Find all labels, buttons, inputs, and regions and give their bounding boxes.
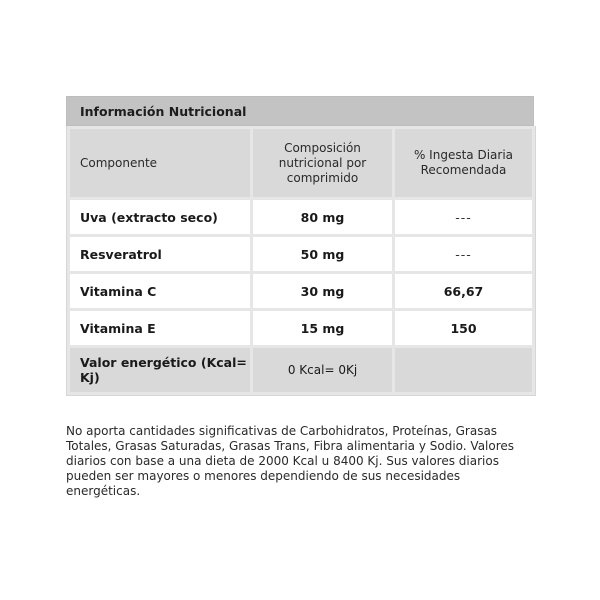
- component-idr: ---: [395, 200, 532, 234]
- table-row: [70, 237, 532, 271]
- nutrition-table: [66, 126, 536, 396]
- component-amount: 15 mg: [253, 311, 392, 345]
- component-name: Vitamina C: [70, 274, 250, 308]
- component-amount: 80 mg: [253, 200, 392, 234]
- footnote: No aporta cantidades significativas de Carbohidratos, Proteínas, Grasas Totales, Grasas Saturadas, Grasas Trans, Fibra alimentaria y Sodio. Valores diarios con base a una dieta de 2000 Kcal u 8400 Kj. Sus valores diarios pueden ser mayores o menores dependiendo de sus necesidades energéticas.: [66, 424, 515, 498]
- table-row: [70, 274, 532, 308]
- energy-value: 0 Kcal= 0Kj: [253, 348, 392, 392]
- panel-title: Información Nutricional: [66, 96, 534, 126]
- energy-label: Valor energético (Kcal= Kj): [70, 348, 250, 392]
- column-header-idr: % Ingesta Diaria Recomendada: [395, 129, 532, 197]
- component-idr: 150: [395, 311, 532, 345]
- component-name: Resveratrol: [70, 237, 250, 271]
- energy-idr: [395, 348, 532, 392]
- component-amount: 30 mg: [253, 274, 392, 308]
- column-header-component: Componente: [70, 129, 250, 197]
- table-row: [70, 311, 532, 345]
- table-header-row: [70, 129, 532, 197]
- column-header-composition: Composición nutricional por comprimido: [253, 129, 392, 197]
- component-name: Uva (extracto seco): [70, 200, 250, 234]
- table-row: [70, 200, 532, 234]
- nutrition-info-panel: [66, 96, 534, 396]
- component-idr: 66,67: [395, 274, 532, 308]
- energy-value-row: [70, 348, 532, 392]
- component-amount: 50 mg: [253, 237, 392, 271]
- component-name: Vitamina E: [70, 311, 250, 345]
- component-idr: ---: [395, 237, 532, 271]
